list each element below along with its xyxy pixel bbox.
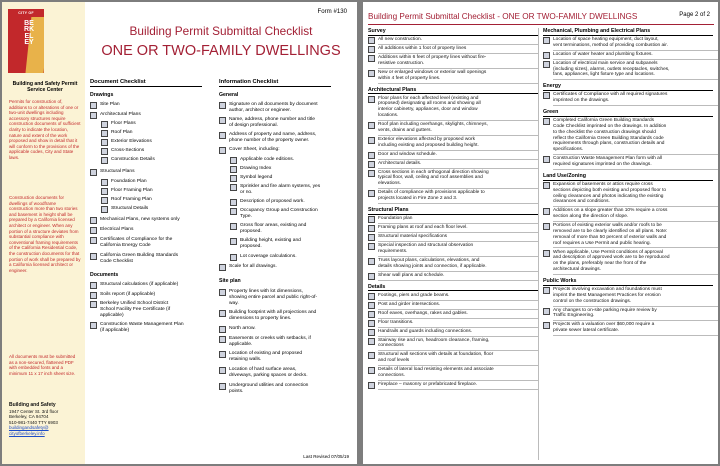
site-plan-item: driveways, parking spaces or decks. (229, 373, 308, 378)
checkbox[interactable] (368, 70, 375, 77)
general-item: Drawing Index (240, 166, 272, 171)
site-plan-item: applicable. (229, 342, 253, 347)
general-item: proposed. (240, 244, 262, 249)
general-item: Signature on all documents by document (229, 102, 318, 107)
checklist-item: Fireplace – masonry or prefabricated fireplace. (378, 382, 538, 388)
checkbox[interactable] (101, 157, 108, 164)
checkbox[interactable] (543, 322, 550, 329)
doc-checklist-item: Construction Details (111, 157, 155, 162)
doc-checklist-item: Code Checklist (100, 259, 133, 264)
checkbox[interactable] (90, 253, 97, 260)
checklist-item: Roof eaves, overhangs, rakes and gables. (378, 311, 538, 317)
general-item: Sprinkler and fire alarm systems, yes (240, 184, 321, 189)
general-item: proposed. (240, 229, 262, 234)
section-heading: Details (368, 283, 386, 290)
contact-email-link[interactable]: buildingandsafety@ (9, 425, 49, 431)
checkbox[interactable] (230, 223, 237, 230)
general-item: Type. (240, 214, 252, 219)
sidebar-intro: Permits for construction of, additions to or alterations of one or two-unit dwellings including accessory structures require construction documents of sufficient clarity to indicate the location, nature and extent of the work proposed and show in detail that it will conform to the provisions of the applicable codes, City and State laws. (9, 99, 81, 160)
documents-heading: Documents (90, 272, 119, 278)
sidebar (2, 2, 85, 464)
checklist-item: Exterior elevations affected by proposed work including existing and proposed building height. (378, 137, 538, 149)
checkbox[interactable] (543, 61, 550, 68)
checkbox[interactable] (368, 225, 375, 232)
city-logo (8, 9, 44, 73)
checkbox[interactable] (368, 329, 375, 336)
checkbox[interactable] (543, 37, 550, 44)
documents-item: Construction Waste Management Plan (100, 322, 184, 327)
department-name: Building and Safety Permit Service Center (12, 81, 78, 94)
checklist-item: Stairway rise and run, headroom clearance, framing, connections (378, 338, 538, 350)
site-plan-item: way. (229, 301, 239, 306)
section-heading: Structural Plans (368, 207, 409, 213)
section-heading: Energy (543, 83, 561, 90)
site-plan-item: Easements or creeks with setbacks, if (229, 336, 311, 341)
checklist-item: Structural wall sections with details at foundation, floor and roof levels (378, 352, 538, 364)
checkbox[interactable] (368, 37, 375, 44)
checkbox[interactable] (368, 216, 375, 223)
general-item: Lot coverage calculations. (240, 254, 297, 259)
checklist-item: Details of compliance with provisions applicable to projects located in Fire Zone 2 and 3. (378, 190, 538, 202)
checklist-item: Roof plan including overhangs, skylights, chimneys, vents, drains and gutters. (378, 122, 538, 134)
doc-checklist-item: Foundation Plan (111, 179, 147, 184)
checkbox[interactable] (543, 308, 550, 315)
checkbox[interactable] (368, 161, 375, 168)
checklist-item: Truss layout plans, calculations, elevations, and details showing joints and connection, if applicable. (378, 258, 538, 270)
documents-item: School Facility Fee Certificate (if (100, 307, 171, 312)
checkbox[interactable] (90, 169, 97, 176)
doc-checklist-item: California Green Building Standards (100, 253, 179, 258)
general-item: author, architect or engineer. (229, 108, 291, 113)
doc-checklist-item: Structural Plans (100, 169, 135, 174)
checkbox[interactable] (90, 112, 97, 119)
general-item: Address of property and name, address, (229, 132, 317, 137)
last-revised: Last Revised 07/05/19 (303, 454, 349, 459)
checkbox[interactable] (543, 208, 550, 215)
page-title: Building Permit Submittal Checklist (129, 24, 313, 38)
logo-city-text: CITY OF (18, 11, 34, 15)
checkbox[interactable] (230, 238, 237, 245)
checkbox[interactable] (368, 46, 375, 53)
section-heading: Mechanical, Plumbing and Electrical Plans (543, 28, 651, 34)
checkbox[interactable] (543, 182, 550, 189)
checklist-item: New or enlarged windows or exterior wall openings within 4 feet of property lines. (378, 70, 538, 82)
checkbox[interactable] (368, 55, 375, 62)
checklist-item: Framing plans at roof and each floor level. (378, 225, 538, 231)
section-heading: Survey (368, 28, 386, 34)
sidebar-pdf-note: All documents must be submitted as a non-secured, flattened PDF with embedded fonts and a minimum 11 x 17 inch sheet size. (9, 354, 76, 376)
checkbox[interactable] (543, 92, 550, 99)
checkbox[interactable] (219, 117, 226, 124)
checkbox[interactable] (230, 157, 237, 164)
site-plan-item: Location of existing and proposed (229, 351, 303, 356)
general-item: or no. (240, 190, 253, 195)
documents-item: Berkeley Unified School District (100, 301, 169, 306)
doc-checklist-item: Roof Plan (111, 130, 133, 135)
doc-checklist-item: Certificates of Compliance for the (100, 237, 173, 242)
checkbox[interactable] (368, 320, 375, 327)
general-item: Cover Sheet, including: (229, 147, 280, 152)
checkbox[interactable] (368, 338, 375, 345)
checkbox[interactable] (368, 273, 375, 280)
checklist-item: Shear wall plans and schedule. (378, 273, 538, 279)
checkbox[interactable] (368, 152, 375, 159)
checkbox[interactable] (101, 148, 108, 155)
checklist-item: Location of space heating equipment, duct layout, vent terminations, method of providing combustion air. (553, 37, 718, 49)
checklist-item: Location of water heater and plumbing fixtures. (553, 52, 718, 58)
checkbox[interactable] (368, 234, 375, 241)
checklist-item: Structural material specifications (378, 234, 538, 240)
site-plan-item: retaining walls. (229, 357, 262, 362)
site-plan-item: North arrow. (229, 326, 256, 331)
general-item: Gross floor areas, existing and (240, 223, 307, 228)
checkbox[interactable] (543, 250, 550, 257)
checkbox[interactable] (543, 118, 550, 125)
checkbox[interactable] (230, 166, 237, 173)
checkbox[interactable] (90, 282, 97, 289)
checkbox[interactable] (368, 243, 375, 250)
checklist-item: Cross sections in each orthogonal direction showing typical floor, wall, ceiling and roof assemblies and elevations. (378, 170, 538, 187)
general-heading: General (219, 92, 239, 98)
checkbox[interactable] (543, 156, 550, 163)
doc-checklist-item: Site Plan (100, 102, 120, 107)
checkbox[interactable] (219, 367, 226, 374)
logo-word-text: BERKELEY (23, 20, 35, 47)
documents-item: Structural calculations (if applicable) (100, 282, 179, 287)
general-item: Description of proposed work. (240, 199, 305, 204)
checkbox[interactable] (90, 301, 97, 308)
doc-checklist-item: Mechanical Plans, new systems only (100, 217, 180, 222)
checklist-item: Any changes to on-site parking require review by Traffic Engineering. (553, 308, 718, 320)
checklist-item: Handrails and guards including connections. (378, 329, 538, 335)
checkbox[interactable] (101, 139, 108, 146)
checkbox[interactable] (543, 223, 550, 230)
general-item: Building height, existing and (240, 238, 301, 243)
checklist-item: All new construction. (378, 37, 538, 43)
checklist-page-2 (363, 2, 718, 464)
checklist-item: Post and girder intersections. (378, 302, 538, 308)
checklist-item: Expansion of basements or attics require cross sections depicting both existing and proposed floor to ceiling clearances and photos indicating the existing clearances and conditions. (553, 182, 718, 205)
general-item: phone number of the property owner. (229, 138, 310, 143)
checkbox[interactable] (368, 137, 375, 144)
checkbox[interactable] (368, 293, 375, 300)
contact-email-link-domain[interactable]: cityofberkeley.info (9, 430, 45, 436)
page-subtitle: ONE OR TWO-FAMILY DWELLINGS (101, 43, 341, 59)
checkbox[interactable] (230, 199, 237, 206)
checklist-item: When applicable, Use Permit conditions of approval and description of approved work are to be reproduced on the plans, preferably near the front of the architectural drawings. (553, 250, 718, 273)
checkbox[interactable] (90, 217, 97, 224)
sidebar-woodframe-note: Construction documents for dwellings of woodframe construction more than two stories and basement in height shall be prepared by a California licensed architect or engineer. When any portion of a structure deviates from substantial compliance with conventional framing requirements of the California Residential Code, the construction documents for that portion of work shall be prepared by a California licensed architect or engineer. (9, 195, 81, 273)
doc-checklist-item: California Energy Code (100, 243, 151, 248)
checkbox[interactable] (219, 289, 226, 296)
site-plan-item: Building footprint with all projections and (229, 310, 317, 315)
checklist-item: Additions within 6 feet of property lines without fire- resistive construction. (378, 55, 538, 67)
checkbox[interactable] (368, 352, 375, 359)
checklist-item: Special inspection and structural observation requirements. (378, 243, 538, 255)
general-item: Applicable code editions. (240, 157, 295, 162)
section-heading: Architectural Plans (368, 86, 417, 93)
checklist-item: Portions of existing exterior walls and/or roofs to be removed are to be clearly identified on all plans. Note: removal of more than 50 percent of exterior walls and roof requires a Use Permit and public hearing. (553, 223, 718, 246)
site-plan-item: Underground utilities and connection (229, 383, 309, 388)
section-heading: Green (543, 109, 559, 116)
checkbox[interactable] (101, 206, 108, 213)
contact-address: 1947 Center St. 3rd floor (9, 408, 59, 414)
checklist-item: Floor plans for each affected level (existing and proposed) designating all rooms and showing all interior cabinetry, appliances, door and window locations. (378, 96, 538, 119)
general-item: of design professional. (229, 123, 278, 128)
site-plan-item: dimensions to property lines. (229, 316, 292, 321)
site-plan-item: showing entire parcel and public right-of- (229, 295, 318, 300)
documents-item: (if applicable) (100, 328, 130, 333)
document-checklist-heading: Document Checklist (90, 79, 146, 85)
checklist-item: Location of electrical main service and subpanels (including sizes), alarms, outlets receptacles, switches, fans, appliances, light fixture type and locations. (553, 61, 718, 78)
checklist-item: Foundation plan (378, 216, 538, 222)
checkbox[interactable] (90, 237, 97, 244)
page-2-title: Building Permit Submittal Checklist - ONE OR TWO-FAMILY DWELLINGS (368, 12, 638, 21)
checkbox[interactable] (219, 264, 226, 271)
checklist-item: Door and window schedule. (378, 152, 538, 158)
checkbox[interactable] (219, 310, 226, 317)
checkbox[interactable] (368, 190, 375, 197)
checklist-item: Footings, piers and grade beams. (378, 293, 538, 299)
checkbox[interactable] (219, 326, 226, 333)
checklist-item: Additions on a slope greater than 10% require a cross section along the direction of slope. (553, 208, 718, 220)
doc-checklist-item: Electrical Plans (100, 227, 134, 232)
checklist-item: All additions within 1 foot of property lines (378, 46, 538, 52)
site-plan-item: points. (229, 389, 244, 394)
checkbox[interactable] (219, 147, 226, 154)
checklist-page-1 (2, 2, 357, 464)
checklist-item: Floor transitions. (378, 320, 538, 326)
checkbox[interactable] (101, 188, 108, 195)
checkbox[interactable] (101, 179, 108, 186)
page-number: Page 2 of 2 (679, 12, 710, 18)
information-checklist-heading: Information Checklist (219, 79, 279, 85)
checkbox[interactable] (219, 336, 226, 343)
checkbox[interactable] (230, 254, 237, 261)
doc-checklist-item: Floor Plans (111, 121, 136, 126)
checkbox[interactable] (230, 175, 237, 182)
title-rule (368, 24, 714, 25)
checklist-item: Certificates of Compliance with all required signatures imprinted on the drawings. (553, 92, 718, 104)
column-divider (538, 28, 539, 460)
contact-title: Building and Safety (9, 402, 56, 408)
doc-checklist-item: Floor Framing Plan (111, 188, 153, 193)
checkbox[interactable] (90, 102, 97, 109)
checkbox[interactable] (368, 382, 375, 389)
checkbox[interactable] (101, 121, 108, 128)
general-item: Name, address, phone number and title (229, 117, 315, 122)
checkbox[interactable] (219, 102, 226, 109)
checkbox[interactable] (543, 52, 550, 59)
checkbox[interactable] (219, 383, 226, 390)
contact-block (9, 403, 84, 437)
checklist-item: Construction Waste Management Plan form with all required signatures imprinted on the drawings. (553, 156, 718, 168)
doc-checklist-item: Roof Framing Plan (111, 197, 152, 202)
checklist-item: Details of lateral load resisting elements and associate connections. (378, 367, 538, 379)
checklist-item: Architectural details. (378, 161, 538, 167)
checkbox[interactable] (368, 170, 375, 177)
site-plan-item: Location of hard surface areas, (229, 367, 297, 372)
checkbox[interactable] (90, 227, 97, 234)
checkbox[interactable] (219, 132, 226, 139)
checkbox[interactable] (90, 292, 97, 299)
form-number: Form #130 (317, 8, 347, 15)
contact-city: Berkeley, CA 94704 (9, 414, 49, 420)
general-item: Scale for all drawings. (229, 264, 277, 269)
checklist-item: Completed California Green Building Standards Code Checklist imprinted on the drawings. In addition to the checklist the construction drawings should reflect the California Green Building Standards code requirements through plans, construction details and specifications. (553, 118, 718, 153)
checkbox[interactable] (101, 197, 108, 204)
checklist-item: Projects with a valuation over $60,000 require a private sewer lateral certificate. (553, 322, 718, 334)
section-heading: Land Use/Zoning (543, 173, 586, 179)
checkbox[interactable] (368, 302, 375, 309)
doc-checklist-item: Cross-Sections (111, 148, 145, 153)
checkbox[interactable] (219, 351, 226, 358)
checkbox[interactable] (368, 122, 375, 129)
doc-checklist-item: Architectural Plans (100, 112, 141, 117)
checklist-item: Projects involving excavation and foundations must imprint the Best Management Practices for erosion control on the construction drawings. (553, 287, 718, 304)
contact-phone: 510-981-7440 TTY 6903 (9, 419, 58, 425)
general-item: Symbol legend (240, 175, 273, 180)
checkbox[interactable] (368, 96, 375, 103)
section-heading: Public Works (543, 278, 577, 284)
site-plan-item: Property lines with lot dimensions, (229, 289, 303, 294)
checkbox[interactable] (368, 367, 375, 374)
checkbox[interactable] (543, 287, 550, 294)
documents-item: Soils report (if applicable) (100, 292, 156, 297)
checkbox[interactable] (230, 184, 237, 191)
doc-checklist-item: Structural Details (111, 206, 149, 211)
checkbox[interactable] (368, 311, 375, 318)
drawings-heading: Drawings (90, 92, 114, 98)
checkbox[interactable] (230, 208, 237, 215)
checkbox[interactable] (368, 258, 375, 265)
documents-item: applicable) (100, 313, 124, 318)
general-item: Occupancy Group and Construction (240, 208, 318, 213)
checkbox[interactable] (90, 322, 97, 329)
checkbox[interactable] (101, 130, 108, 137)
doc-checklist-item: Exterior Elevations (111, 139, 152, 144)
site-plan-heading: Site plan (219, 278, 241, 284)
